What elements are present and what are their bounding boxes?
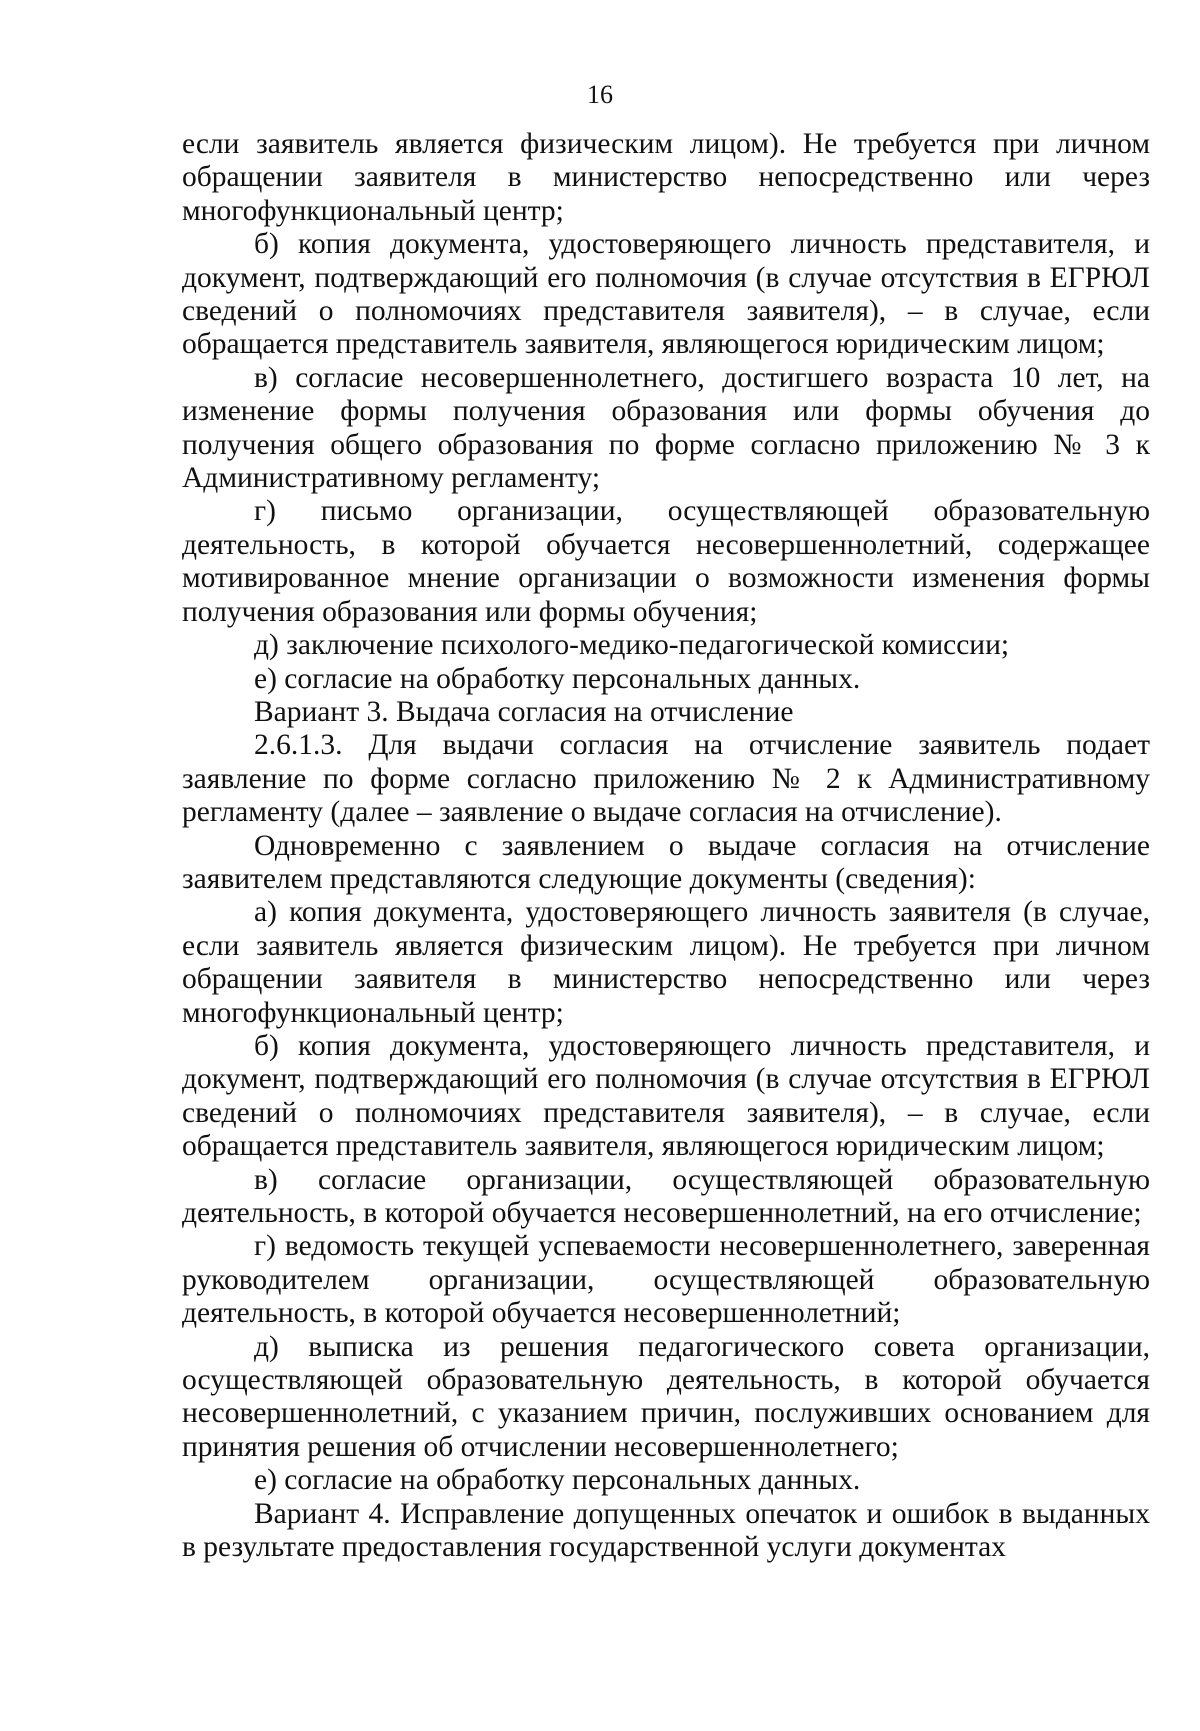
- list-item-a: а) копия документа, удостоверяющего личность заявителя (в случае, если заявитель является физическим лицом). Не требуется при личном обращении заявителя в министерство непосредственно или через многофункциональный центр;: [182, 896, 1150, 1029]
- list-item-v-2: в) согласие организации, осуществляющей образовательную деятельность, в которой обучается несовершеннолетний, на его отчисление;: [182, 1163, 1150, 1229]
- variant-3-heading: Вариант 3. Выдача согласия на отчисление: [254, 695, 794, 728]
- list-item-v: в) согласие несовершеннолетнего, достигшего возраста 10 лет, на изменение формы получения образования или формы обучения до получения общего образования по форме согласно приложению № 3 к Административному регламенту;: [182, 361, 1150, 495]
- list-item-g: г) письмо организации, осуществляющей образовательную деятельность, в которой обучается несовершеннолетний, содержащее мотивированное мнение организации о возможности изменения формы получения образования или формы обучения;: [182, 495, 1150, 628]
- list-item-d-2: д) выписка из решения педагогического совета организации, осуществляющей образовательную деятельность, в которой обучается несовершеннолетний, с указанием причин, послуживших основанием для принятия решения об отчислении несовершеннолетнего;: [182, 1330, 1150, 1463]
- list-item-d: д) заключение психолого-медико-педагогической комиссии;: [254, 629, 1010, 662]
- list-item-b-2: б) копия документа, удостоверяющего личность представителя, и документ, подтверждающий его полномочия (в случае отсутствия в ЕГРЮЛ сведений о полномочиях представителя заявителя), – в случае, если обращается представитель заявителя, являющегося юридическим лицом;: [182, 1029, 1150, 1163]
- list-item-e-2: е) согласие на обработку персональных данных.: [254, 1464, 861, 1497]
- paragraph-continuation: если заявитель является физическим лицом). Не требуется при личном обращении заявителя в министерство непосредственно или через многофункциональный центр;: [182, 128, 1150, 227]
- clause-2-6-1-3: 2.6.1.3. Для выдачи согласия на отчисление заявитель подает заявление по форме согласно приложению № 2 к Административному регламенту (далее – заявление о выдаче согласия на отчисление).: [182, 729, 1150, 829]
- document-body: [182, 128, 1150, 1564]
- list-item-g-2: г) ведомость текущей успеваемости несовершеннолетнего, заверенная руководителем организации, осуществляющей образовательную деятельность, в которой обучается несовершеннолетний;: [182, 1230, 1150, 1330]
- list-item-b: б) копия документа, удостоверяющего личность представителя, и документ, подтверждающий его полномочия (в случае отсутствия в ЕГРЮЛ сведений о полномочиях представителя заявителя), – в случае, если обращается представитель заявителя, являющегося юридическим лицом;: [182, 228, 1150, 361]
- documents-intro: Одновременно с заявлением о выдаче согласия на отчисление заявителем представляются следующие документы (сведения):: [182, 829, 1150, 895]
- list-item-e: е) согласие на обработку персональных данных.: [254, 662, 861, 695]
- page-number: 16: [587, 80, 613, 109]
- variant-4-heading: Вариант 4. Исправление допущенных опечаток и ошибок в выданных в результате предоставления государственной услуги документах: [182, 1497, 1150, 1564]
